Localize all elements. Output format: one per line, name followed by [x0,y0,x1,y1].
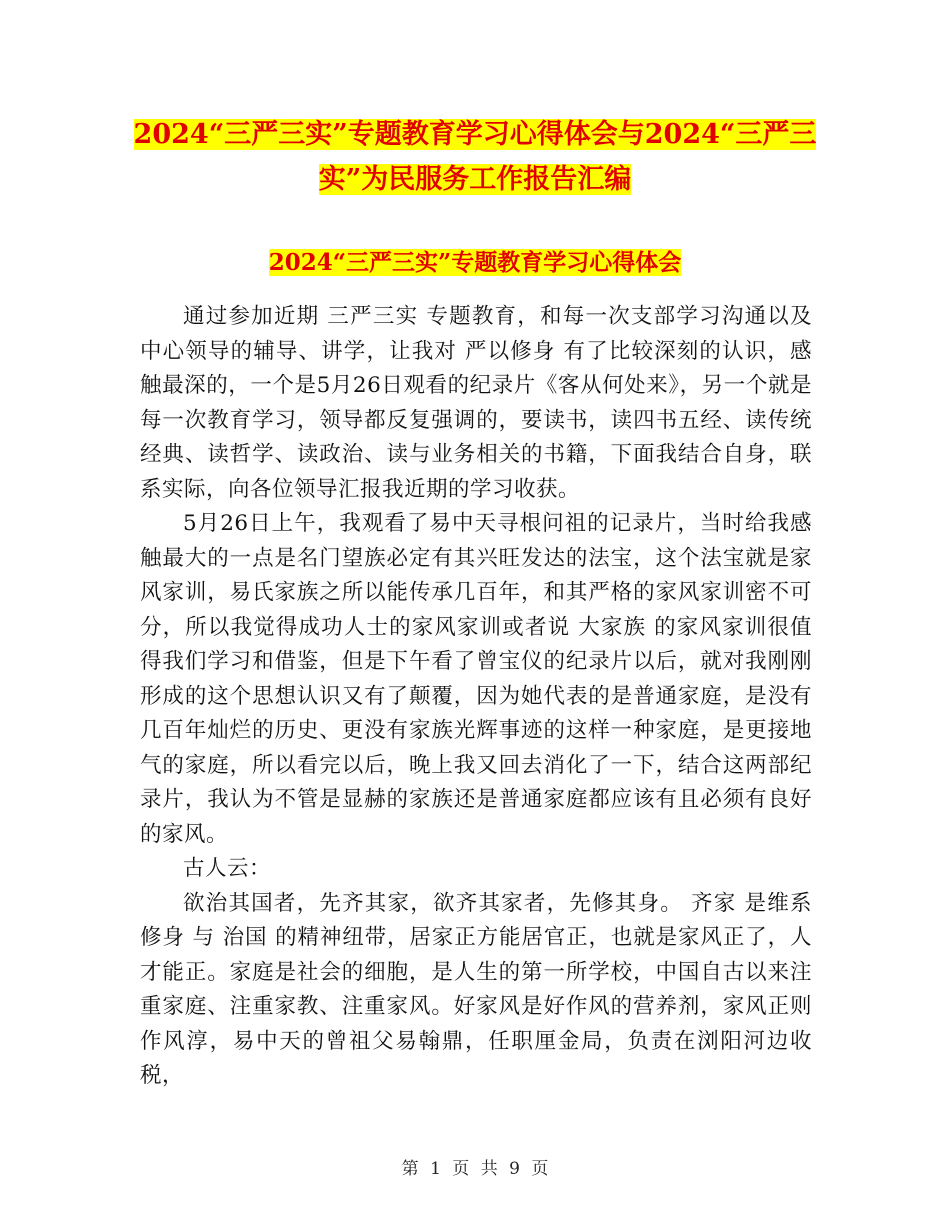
paragraph-3: 古人云： [183,856,272,881]
paragraph-1: 通过参加近期 三严三实 专题教育，和每一次支部学习沟通以及中心领导的辅导、讲学，让我对 严以修身 有了比较深刻的认识，感触最深的，一个是5月26日观看的纪录片《客从何处来》，另一个就是每一次教育学习，领导都反复强调的，要读书，读四书五经、读传统经典、读哲学、读政治、读与业务相关的书籍，下面我结合自身，联系实际，向各位领导汇报我近期的学习收获。 [140,304,812,502]
document-title-text: 2024“三严三实”专题教育学习心得体会与2024“三严三实”为民服务工作报告汇编 [133,119,817,195]
paragraph-4: 欲治其国者，先齐其家，欲齐其家者，先修其身。 齐家 是维系 修身 与 治国 的精神纽带，居家正方能居官正，也就是家风正了，人才能正。家庭是社会的细胞，是人生的第一所学校，中国自古以来注重家庭、注重家教、注重家风。好家风是好作风的营养剂，家风正则作风淳，易中天的曾祖父易翰鼎，任职厘金局，负责在浏阳河边收税， [140,890,812,1088]
document-body [140,300,812,1094]
section-title-text: 2024“三严三实”专题教育学习心得体会 [268,249,682,276]
paragraph-2: 5月26日上午，我观看了易中天寻根问祖的记录片，当时给我感触最大的一点是名门望族必定有其兴旺发达的法宝，这个法宝就是家风家训，易氏家族之所以能传承几百年，和其严格的家风家训密不可分，所以我觉得成功人士的家风家训或者说 大家族 的家风家训很值得我们学习和借鉴，但是下午看了曾宝仪的纪录片以后，就对我刚刚形成的这个思想认识又有了颠覆，因为她代表的是普通家庭，是没有几百年灿烂的历史、更没有家族光辉事迹的这样一种家庭，是更接地气的家庭，所以看完以后，晚上我又回去消化了一下，结合这两部纪录片，我认为不管是显赫的家族还是普通家庭都应该有且必须有良好的家风。 [140,511,812,847]
document-title [120,112,830,202]
section-title [120,246,830,280]
page-footer: 第 1 页 共 9 页 [401,1159,549,1179]
